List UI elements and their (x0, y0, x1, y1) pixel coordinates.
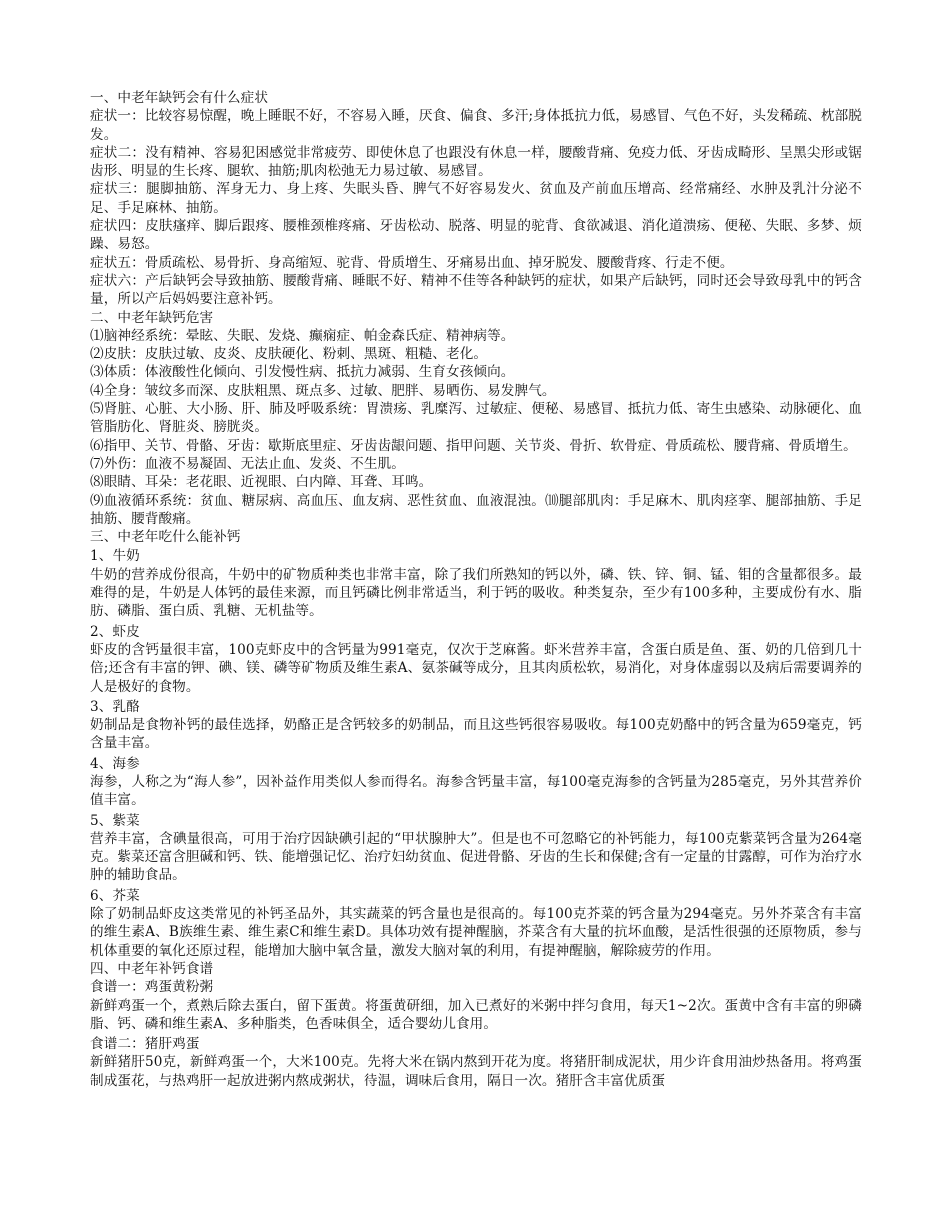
food-text-sea-cucumber: 海参，人称之为“海人参”，因补益作用类似人参而得名。海参含钙量丰富，每100毫克海参的含钙量为285毫克，另外其营养价值丰富。 (90, 773, 862, 809)
food-title-seaweed: 5、紫菜 (90, 812, 140, 829)
symptom-paragraph: 症状一：比较容易惊醒，晚上睡眠不好，不容易入睡，厌食、偏食、多汗;身体抵抗力低，易感冒、气色不好，头发稀疏、枕部脱发。 (90, 108, 862, 143)
hazard-item: ⑴脑神经系统：晕眩、失眠、发烧、癫痫症、帕金森氏症、精神病等。 (90, 327, 515, 344)
hazard-item: ⑵皮肤：皮肤过敏、皮炎、皮肤硬化、粉刺、黑斑、粗糙、老化。 (90, 346, 488, 363)
symptom-paragraph: 症状五：骨质疏松、易骨折、身高缩短、驼背、骨质增生、牙痛易出血、掉牙脱发、腰酸背疼、行走不便。 (90, 254, 734, 271)
hazard-item: ⑹指甲、关节、骨骼、牙齿：歇斯底里症、牙齿齿龈问题、指甲问题、关节炎、骨折、软骨症、骨质疏松、腰背痛、骨质增生。 (90, 437, 857, 454)
food-text-shrimp-skin: 虾皮的含钙量很丰富，100克虾皮中的含钙量为991毫克，仅次于芝麻酱。虾米营养丰富，含蛋白质是鱼、蛋、奶的几倍到几十倍;还含有丰富的钾、碘、镁、磷等矿物质及维生素A、氨茶碱等成分，且其肉质松软，易消化，对身体虚弱以及病后需要调养的人是极好的食物。 (90, 641, 862, 695)
food-text-cheese: 奶制品是食物补钙的最佳选择，奶酪正是含钙较多的奶制品，而且这些钙很容易吸收。每100克奶酪中的钙含量为659毫克，钙含量丰富。 (90, 717, 862, 752)
symptom-paragraph: 症状四：皮肤瘙痒、脚后跟疼、腰椎颈椎疼痛、牙齿松动、脱落、明显的驼背、食欲减退、消化道溃疡、便秘、失眠、多梦、烦躁、易怒。 (90, 218, 862, 253)
food-title-shrimp-skin: 2、虾皮 (90, 623, 140, 640)
section-heading-hazards: 二、中老年缺钙危害 (90, 309, 214, 326)
food-title-cheese: 3、乳酪 (90, 698, 140, 715)
hazard-item: ⑼血液循环系统：贫血、糖尿病、高血压、血友病、恶性贫血、血液混浊。⑽腿部肌肉：手足麻木、肌肉痉挛、腿部抽筋、手足抽筋、腰背酸痛。 (90, 492, 862, 527)
hazard-item: ⑷全身：皱纹多而深、皮肤粗黑、斑点多、过敏、肥胖、易晒伤、易发脾气。 (90, 382, 556, 399)
document-page (90, 89, 862, 1090)
symptom-paragraph: 症状六：产后缺钙会导致抽筋、腰酸背痛、睡眠不好、精神不佳等各种缺钙的症状，如果产后缺钙，同时还会导致母乳中的钙含量，所以产后妈妈要注意补钙。 (90, 272, 862, 308)
symptom-paragraph: 症状二：没有精神、容易犯困感觉非常疲劳、即使休息了也跟没有休息一样，腰酸背痛、免疫力低、牙齿成畸形、呈黑尖形或锯齿形、明显的生长疼、腿软、抽筋;肌肉松弛无力易过敏、易感冒。 (90, 144, 862, 180)
food-text-seaweed: 营养丰富，含碘量很高，可用于治疗因缺碘引起的“甲状腺肿大”。但是也不可忽略它的补钙能力，每100克紫菜钙含量为264毫克。紫菜还富含胆碱和钙、铁、能增强记忆、治疗妇幼贫血、促进骨骼、牙齿的生长和保健;含有一定量的甘露醇，可作为治疗水肿的辅助食品。 (90, 830, 862, 884)
hazard-item: ⑸肾脏、心脏、大小肠、肝、肺及呼吸系统：胃溃疡、乳糜泻、过敏症、便秘、易感冒、抵抗力低、寄生虫感染、动脉硬化、血管脂肪化、肾脏炎、膀胱炎。 (90, 401, 862, 436)
section-heading-foods: 三、中老年吃什么能补钙 (90, 529, 241, 546)
food-title-milk: 1、牛奶 (90, 548, 140, 565)
food-text-mustard-greens: 除了奶制品虾皮这类常见的补钙圣品外，其实蔬菜的钙含量也是很高的。每100克芥菜的钙含量为294毫克。另外芥菜含有丰富的维生素A、B族维生素、维生素C和维生素D。具体功效有提神醒脑，芥菜含有大量的抗坏血酸，是活性很强的还原物质，参与机体重要的氧化还原过程，能增加大脑中氧含量，激发大脑对氧的利用，有提神醒脑，解除疲劳的作用。 (90, 906, 862, 959)
section-heading-symptoms: 一、中老年缺钙会有什么症状 (90, 90, 269, 106)
food-title-mustard-greens: 6、芥菜 (90, 887, 140, 904)
hazard-item: ⑶体质：体液酸性化倾向、引发慢性病、抵抗力减弱、生育女孩倾向。 (90, 364, 515, 381)
symptom-paragraph: 症状三：腿脚抽筋、浑身无力、身上疼、失眠头昏、脾气不好容易发火、贫血及产前血压增高、经常痛经、水肿及乳汁分泌不足、手足麻林、抽筋。 (90, 181, 862, 216)
section-heading-recipes: 四、中老年补钙食谱 (90, 960, 214, 977)
recipe-text-egg-yolk-porridge: 新鲜鸡蛋一个，煮熟后除去蛋白，留下蛋黄。将蛋黄研细，加入已煮好的米粥中拌匀食用，每天1~2次。蛋黄中含有丰富的卵磷脂、钙、磷和维生素A、多种脂类，色香味俱全，适合婴幼儿食用。 (90, 997, 862, 1032)
hazard-item: ⑻眼睛、耳朵：老花眼、近视眼、白内障、耳聋、耳鸣。 (90, 474, 433, 491)
recipe-title-egg-yolk-porridge: 食谱一：鸡蛋黄粉粥 (90, 979, 214, 996)
food-text-milk: 牛奶的营养成份很高，牛奶中的矿物质种类也非常丰富，除了我们所熟知的钙以外，磷、铁、锌、铜、锰、钼的含量都很多。最难得的是，牛奶是人体钙的最佳来源，而且钙磷比例非常适当，利于钙的吸收。种类复杂，至少有100多种，主要成份有水、脂肪、磷脂、蛋白质、乳糖、无机盐等。 (90, 566, 862, 620)
food-title-sea-cucumber: 4、海参 (90, 755, 140, 772)
hazard-item: ⑺外伤：血液不易凝固、无法止血、发炎、不生肌。 (90, 455, 405, 472)
recipe-text-pork-liver-egg: 新鲜猪肝50克，新鲜鸡蛋一个，大米100克。先将大米在锅内熬到开花为度。将猪肝制成泥状，用少许食用油炒热备用。将鸡蛋制成蛋花，与热鸡肝一起放进粥内熬成粥状，待温，调味后食用，隔日一次。猪肝含丰富优质蛋 (90, 1054, 862, 1089)
recipe-title-pork-liver-egg: 食谱二：猪肝鸡蛋 (90, 1036, 200, 1053)
